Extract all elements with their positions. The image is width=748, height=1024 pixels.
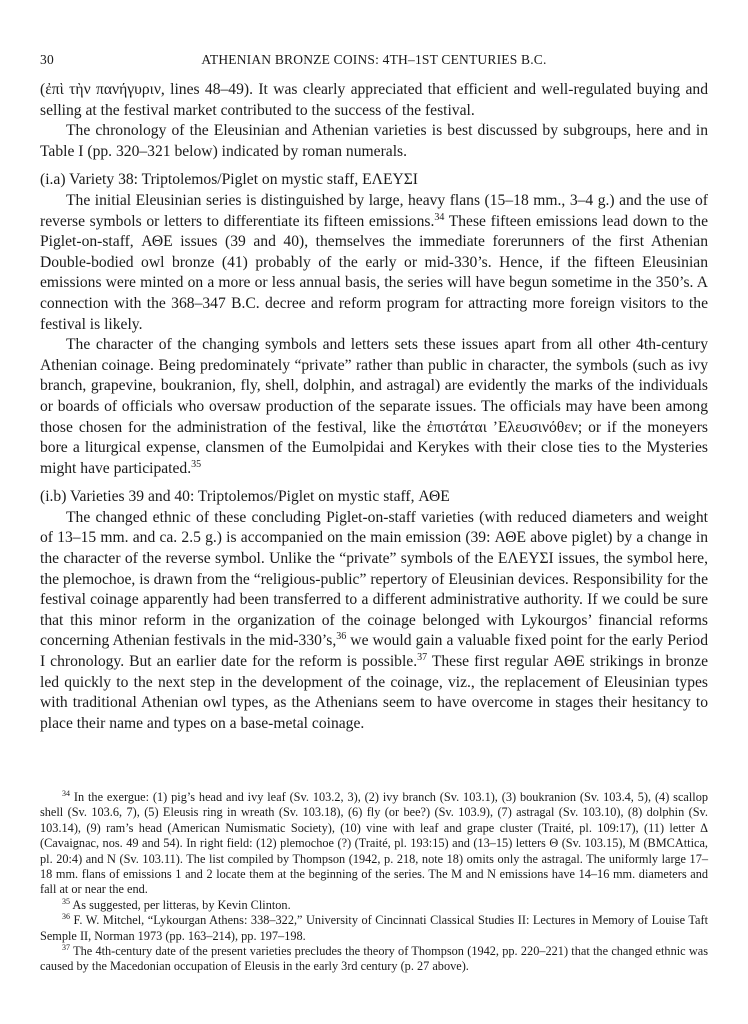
footnote-37-text: The 4th-century date of the present varieties precludes the theory of Thompson (1942, pp. 220–221) that the changed ethnic was caused by the Macedonian occupation of Eleusis in the early 3rd century (p. 27 above). (40, 944, 708, 974)
body-text (40, 80, 708, 734)
paragraph-5 (40, 508, 708, 735)
footnote-37-number: 37 (62, 942, 70, 952)
footnote-36-text: F. W. Mitchel, “Lykourgan Athens: 338–322,” University of Cincinnati Classical Studies II: Lectures in Memory of Louise Taft Semple II, Norman 1973 (pp. 163–214), pp. 197–198. (40, 913, 708, 943)
footnote-34-text: In the exergue: (1) pig’s head and ivy leaf (Sv. 103.2, 3), (2) ivy branch (Sv. 103.1), (3) boukranion (Sv. 103.4, 5), (4) scallop shell (Sv. 103.6, 7), (5) Eleusis ring in wreath (Sv. 103.18), (6) fly (or bee?) (Sv. 103.9), (7) astragal (Sv. 103.10), (8) dolphin (Sv. 103.14), (9) ram’s head (American Numismatic Society), (10) vine with leaf and grape cluster (Traité, pl. 109:17), (11) letter Δ (Cavaignac, nos. 49 and 54). In right field: (12) plemochoe (?) (Traité, pl. 193:15) and (13–15) letters Θ (Sv. 103.15), M (BMCAttica, pl. 20:4) and N (Sv. 103.11). The list compiled by Thompson (1942, p. 218, note 18) omits only the astragal. The uniformly large 17–18 mm. flans of emissions 1 and 2 locate them at the beginning of the series. The M and N emissions have 14–16 mm. diameters and fall at or near the end. (40, 790, 709, 897)
paragraph-5-text-c: These first regular ΑΘΕ strikings in bronze led quickly to the next step in the development of the coinage, viz., the replacement of Eleusinian types with traditional Athenian owl types, as the Athenians seem to have overcome in stages their hesitancy to place their name and types on a base-metal coinage. (40, 653, 708, 732)
footnotes (40, 790, 708, 975)
paragraph-3-text-b: These fifteen emissions lead down to the Piglet-on-staff, ΑΘΕ issues (39 and 40), themselves the immediate forerunners of the first Athenian Double-bodied owl bronze (41) probably of the early or mid-330’s. Hence, if the fifteen Eleusinian emissions were minted on a more or less annual basis, the series will have begun sometime in the 350’s. A connection with the 368–347 B.C. decree and reform program for attracting more foreign visitors to the festival is likely. (40, 212, 709, 333)
footnote-ref-34[interactable]: 34 (434, 211, 445, 223)
paragraph-2: The chronology of the Eleusinian and Athenian varieties is best discussed by subgroups, here and in Table I (pp. 320–321 below) indicated by roman numerals. (40, 122, 708, 160)
paragraph-4-text: The character of the changing symbols and letters sets these issues apart from all other 4th-century Athenian coinage. Being predominately “private” rather than public in character, the symbols (such as ivy branch, grapevine, boukranion, fly, shell, dolphin, and astragal) are evidently the marks of the individuals or boards of officials who oversaw production of the separate issues. The officials may have been among those chosen for the administration of the festival, like the ἐπιστάται ’Ελευσινόθεν; or if the moneyers bore a liturgical expense, clansmen of the Eumolpidai and Kerykes with their close ties to the Mysteries might have participated. (40, 336, 708, 477)
paragraph-1: (ἐπὶ τὴν πανήγυριν, lines 48–49). It was clearly appreciated that efficient and well-regulated buying and selling at the festival market contributed to the success of the festival. (40, 81, 708, 119)
footnote-35-text: As suggested, per litteras, by Kevin Clinton. (72, 897, 291, 912)
paragraph-5-text-b: we would gain a valuable fixed point for the early Period I chronology. But an earlier date for the reform is possible. (40, 632, 708, 671)
section-heading-ia: (i.a) Variety 38: Triptolemos/Piglet on mystic staff, ΕΛΕΥΣΙ (40, 171, 419, 189)
footnote-36-number: 36 (62, 912, 70, 922)
page-number: 30 (40, 52, 54, 67)
paragraph-5-text-a: The changed ethnic of these concluding Piglet-on-staff varieties (with reduced diameters and weight of 13–15 mm. and ca. 2.5 g.) is accompanied on the main emission (39: ΑΘΕ above piglet) by a change in the character of the reverse symbol. Unlike the “private” symbols of the ΕΛΕΥΣΙ issues, the symbol here, the plemochoe, is drawn from the “religious-public” repertory of Eleusinian devices. Responsibility for the festival coinage apparently had been transferred to a different administrative authority. If we could be sure that this minor reform in the organization of the coinage belonged with Lykourgos’ financial reforms concerning Athenian festivals in the mid-330’s, (40, 508, 708, 650)
running-header (40, 52, 708, 72)
footnote-34 (40, 790, 708, 898)
footnote-ref-36[interactable]: 36 (336, 631, 347, 643)
footnote-37 (40, 944, 708, 975)
section-heading-ib: (i.b) Varieties 39 and 40: Triptolemos/Piglet on mystic staff, ΑΘΕ (40, 488, 450, 506)
paragraph-3-text-a: The initial Eleusinian series is distinguished by large, heavy flans (15–18 mm., 3–4 g.) and the use of reverse symbols or letters to differentiate its fifteen emissions. (40, 191, 708, 230)
paragraph-3 (40, 191, 708, 335)
footnote-ref-35[interactable]: 35 (191, 458, 202, 470)
footnote-ref-37[interactable]: 37 (417, 651, 428, 663)
paragraph-4 (40, 335, 708, 479)
footnote-36 (40, 913, 708, 944)
footnote-34-number: 34 (62, 788, 70, 798)
footnote-35 (40, 898, 708, 913)
footnote-35-number: 35 (62, 896, 70, 906)
running-title: ATHENIAN BRONZE COINS: 4TH–1ST CENTURIES B.C. (201, 52, 547, 67)
